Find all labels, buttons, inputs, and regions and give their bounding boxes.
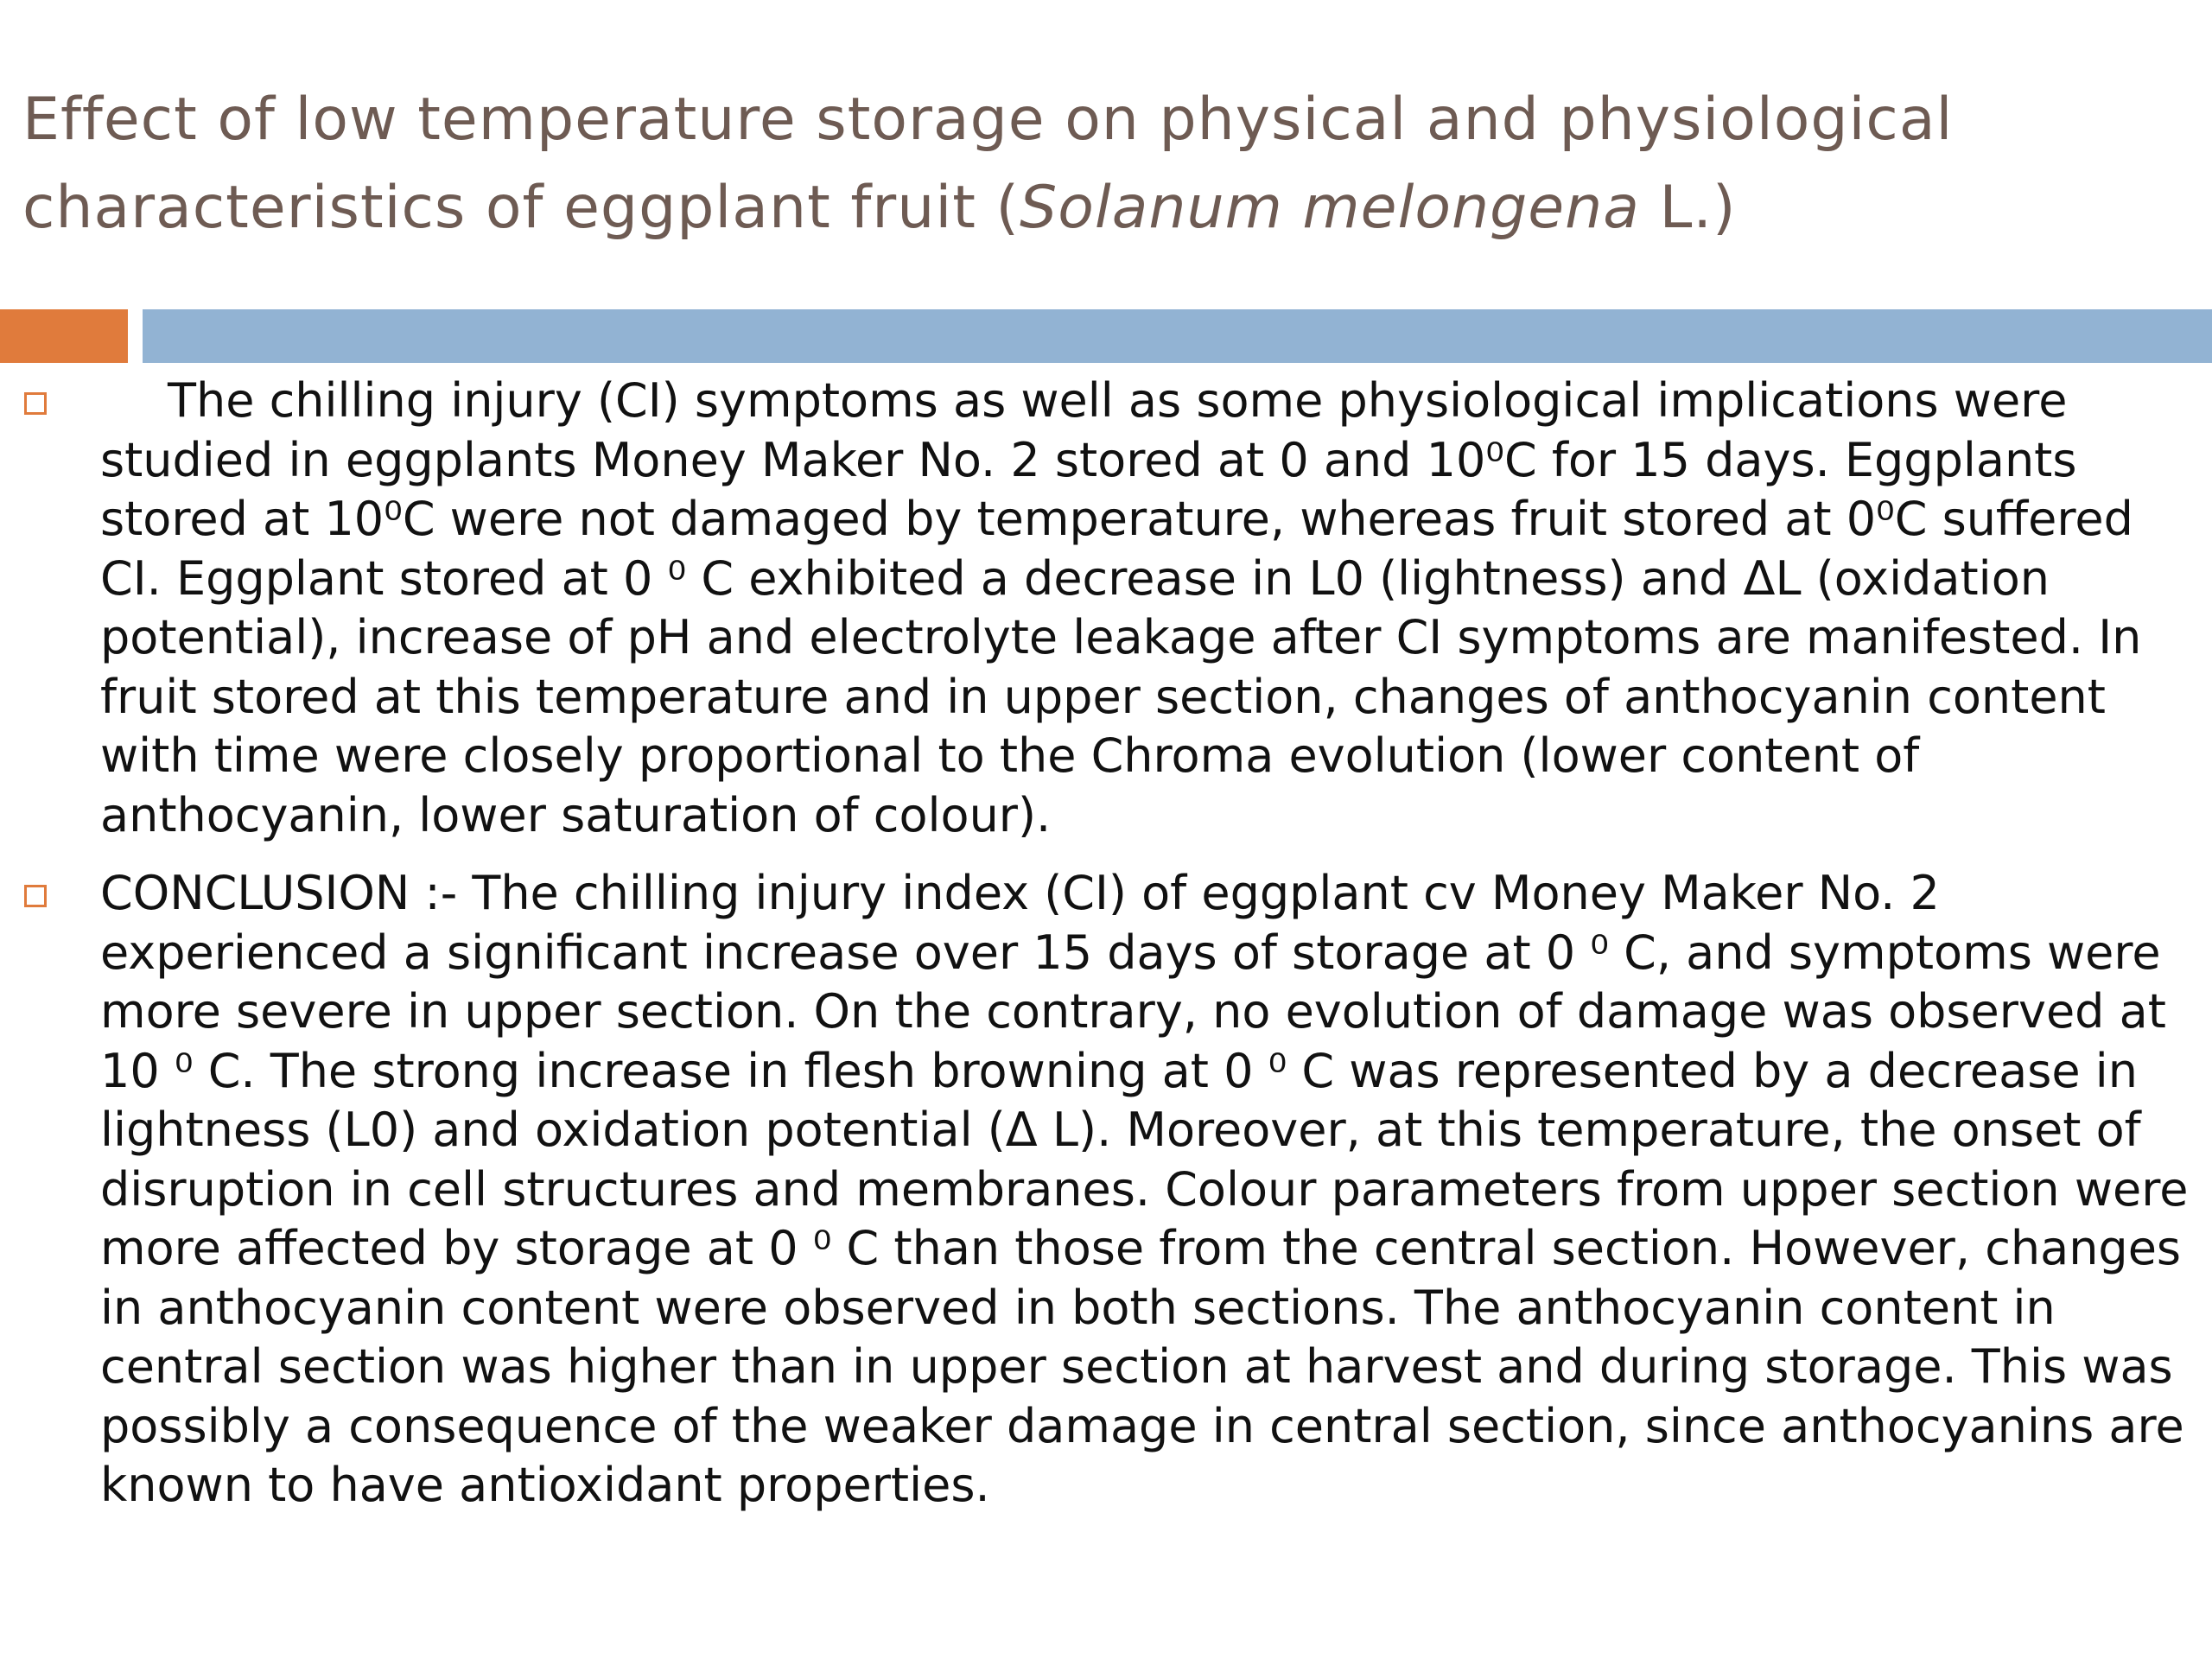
bullet-findings — [0, 372, 2212, 845]
title-line-1: Effect of low temperature storage on physical and physiological — [22, 86, 1954, 154]
square-bullet-icon — [24, 885, 47, 907]
title-line-2-suffix: L.) — [1639, 174, 1737, 242]
square-bullet-icon — [24, 392, 47, 415]
title-species-name: Solanum melongena — [1020, 174, 1640, 242]
bullet-findings-text: The chilling injury (CI) symptoms as well as some physiological implications were studied in eggplants Money Maker No. 2 stored at 0 and 10⁰C for 15 days. Eggplants stored at 10⁰C were not damaged by temperature, whereas fruit stored at 0⁰C suffered CI. Eggplant stored at 0 ⁰ C exhibited a decrease in L0 (lightness) and ΔL (oxidation potential), increase of pH and electrolyte leakage after CI symptoms are manifested. In fruit stored at this temperature and in upper section, changes of anthocyanin content with time were closely proportional to the Chroma evolution (lower content of anthocyanin, lower saturation of colour). — [100, 373, 2142, 842]
accent-bar-blue — [143, 309, 2212, 363]
bullet-conclusion — [0, 864, 2212, 1516]
slide-title — [22, 76, 2165, 252]
bullet-list — [0, 372, 2212, 1516]
accent-bar-orange — [0, 309, 128, 363]
bullet-conclusion-text: CONCLUSION :- The chilling injury index (CI) of eggplant cv Money Maker No. 2 experienced a significant increase over 15 days of storage at 0 ⁰ C, and symptoms were more severe in upper section. On the contrary, no evolution of damage was observed at 10 ⁰ C. The strong increase in flesh browning at 0 ⁰ C was represented by a decrease in lightness (L0) and oxidation potential (Δ L). Moreover, at this temperature, the onset of disruption in cell structures and membranes. Colour parameters from upper section were more affected by storage at 0 ⁰ C than those from the central section. However, changes in anthocyanin content were observed in both sections. The anthocyanin content in central section was higher than in upper section at harvest and during storage. This was possibly a consequence of the weaker damage in central section, since anthocyanins are known to have antioxidant properties. — [100, 866, 2189, 1512]
title-line-2-prefix: characteristics of eggplant fruit ( — [22, 174, 1020, 242]
